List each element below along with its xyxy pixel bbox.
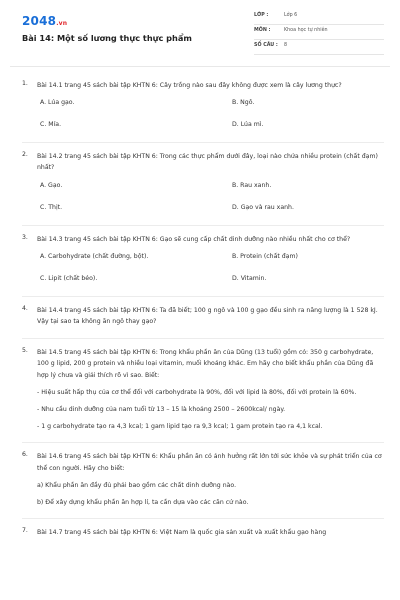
question-divider (22, 442, 384, 443)
option-c[interactable]: C. Thịt. (40, 203, 63, 211)
question-paragraph: a) Khẩu phần ăn đầy đủ phải bao gồm các chất dinh dưỡng nào. (37, 481, 237, 489)
page-title: Bài 14: Một số lương thực thực phẩm (22, 33, 192, 43)
option-b[interactable]: B. Protein (chất đạm) (232, 252, 298, 260)
logo-text: 2048 (22, 14, 57, 28)
question-text: Bài 14.3 trang 45 sách bài tập KHTN 6: Gạo sẽ cung cấp chất dinh dưỡng nào nhiều nhất cho cơ thể? (37, 235, 351, 243)
option-b[interactable]: B. Rau xanh. (232, 181, 272, 189)
question-divider (22, 296, 384, 297)
meta-value: Lớp 6 (284, 13, 298, 18)
option-a[interactable]: A. Gạo. (40, 181, 63, 189)
question-number: 5. (22, 347, 28, 355)
answer-options (37, 245, 384, 289)
answer-options (37, 174, 384, 218)
question-text: Bài 14.5 trang 45 sách bài tập KHTN 6: Trong khẩu phần ăn của Dũng (13 tuổi) gồm có: 350 g carbohydrate, 100 g lipid, 200 g protein và nhiều loại vitamin, muối khoáng khác. Em hãy cho biết khẩu phần của Dũng đã hợp lý chưa và giải thích rõ vì sao. Biết: (37, 349, 374, 379)
option-d[interactable]: D. Vitamin. (232, 274, 267, 282)
question-divider (22, 518, 384, 519)
question-divider (22, 225, 384, 226)
question-paragraph: - Nhu cầu dinh dưỡng của nam tuổi từ 13 – 15 là khoảng 2500 – 2600kcal/ ngày. (37, 406, 286, 414)
option-a[interactable]: A. Carbohydrate (chất đường, bột). (40, 252, 149, 260)
meta-value: Khoa học tự nhiên (284, 28, 328, 33)
header (0, 0, 400, 64)
option-d[interactable]: D. Lúa mì. (232, 121, 264, 129)
question-number: 3. (22, 233, 28, 241)
logo-suffix: .vn (56, 20, 68, 27)
meta-key: SỐ CÂU : (254, 43, 278, 48)
question-item (22, 151, 384, 225)
option-a[interactable]: A. Lúa gạo. (40, 99, 75, 107)
meta-row-class (254, 12, 384, 25)
option-b[interactable]: B. Ngô. (232, 99, 255, 107)
question-item (22, 305, 384, 339)
question-divider (22, 338, 384, 339)
question-number: 4. (22, 304, 28, 312)
question-text: Bài 14.6 trang 45 sách bài tập KHTN 6: Khẩu phần ăn có ảnh hưởng rất lớn tới sức khỏe và sự phát triển của cơ thể con người. Hãy cho biết: (37, 453, 382, 472)
question-text: Bài 14.4 trang 45 sách bài tập KHTN 6: Ta đã biết; 100 g ngô và 100 g gạo đều sinh ra năng lượng là 1 528 kJ. Vậy tại sao ta không ăn ngô thay gạo? (37, 306, 378, 326)
question-list (0, 80, 400, 538)
question-text: Bài 14.1 trang 45 sách bài tập KHTN 6: Cây trồng nào sau đây không được xem là cây lương thực? (37, 82, 342, 89)
question-number: 7. (22, 527, 28, 535)
header-divider (10, 66, 390, 67)
question-number: 1. (22, 80, 28, 87)
meta-row-count (254, 42, 384, 55)
question-divider (22, 142, 384, 143)
question-text: Bài 14.7 trang 45 sách bài tập KHTN 6: Việt Nam là quốc gia sản xuất và xuất khẩu gạo hàng (37, 529, 327, 537)
question-paragraph: b) Để xây dựng khẩu phần ăn hợp lí, ta cần dựa vào các căn cứ nào. (37, 499, 249, 507)
option-d[interactable]: D. Gạo và rau xanh. (232, 203, 294, 211)
meta-value: 8 (284, 43, 288, 48)
meta-row-subject (254, 27, 384, 40)
answer-options (37, 91, 384, 135)
question-paragraph: - Hiệu suất hấp thụ của cơ thể đối với carbohydrate là 90%, đối với lipid là 80%, đối với protein là 60%. (37, 388, 357, 396)
question-number: 6. (22, 451, 28, 459)
question-item (22, 80, 384, 143)
meta-key: MÔN : (254, 28, 271, 33)
question-number: 2. (22, 151, 28, 159)
option-c[interactable]: C. Lipit (chất béo). (40, 274, 98, 282)
question-text: Bài 14.2 trang 45 sách bài tập KHTN 6: Trong các thực phẩm dưới đây, loại nào chứa nhiều protein (chất đạm) nhất? (37, 153, 378, 172)
meta-key: LỚP : (254, 13, 269, 18)
question-item (22, 347, 384, 443)
option-c[interactable]: C. Mía. (40, 121, 62, 129)
site-logo[interactable] (22, 14, 67, 28)
question-paragraph: - 1 g carbohydrate tạo ra 4,3 kcal; 1 gam lipid tạo ra 9,3 kcal; 1 gam protein tạo ra 4,1 kcal. (37, 423, 323, 431)
question-item (22, 527, 384, 538)
question-item (22, 451, 384, 519)
question-item (22, 234, 384, 297)
